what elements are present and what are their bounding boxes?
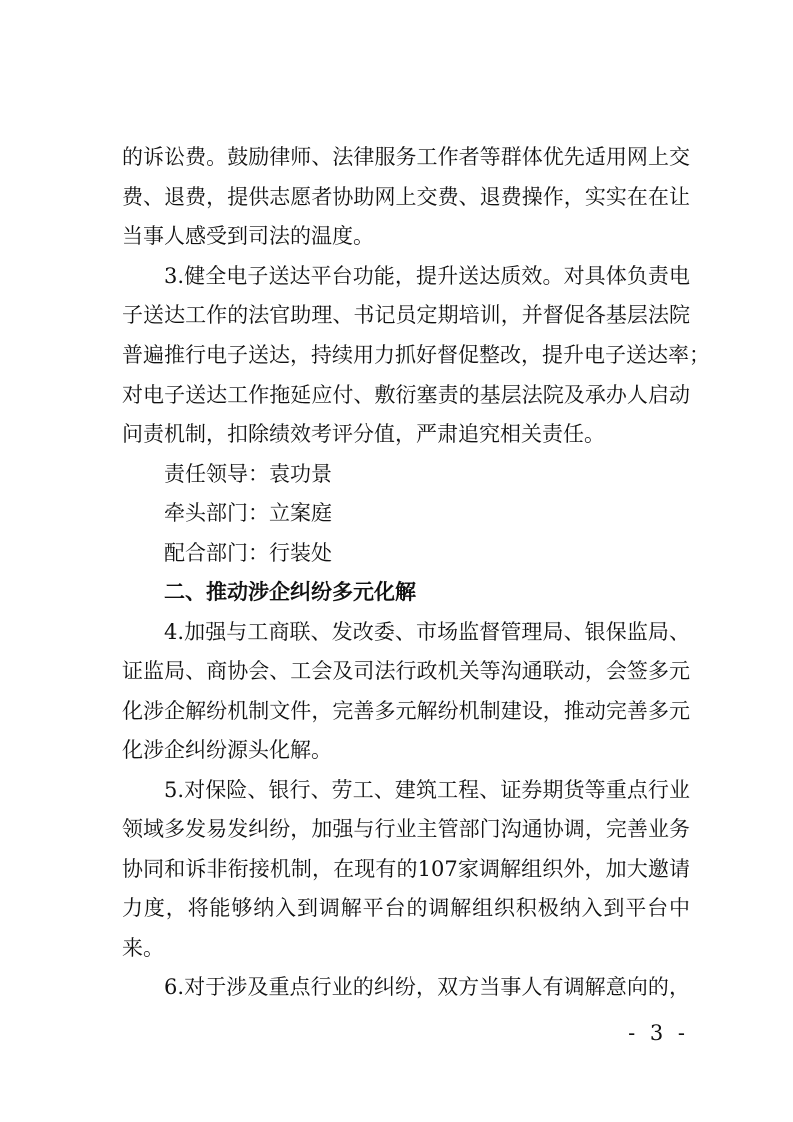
- text-line-2: 费、退费，提供志愿者协助网上交费、退费操作，实实在在让: [122, 185, 690, 209]
- text-line-17: 5.对保险、银行、劳工、建筑工程、证券期货等重点行业: [164, 778, 690, 802]
- lead-department: 牵头部门：立案庭: [164, 501, 332, 525]
- text-line-6: 普遍推行电子送达，持续用力抓好督促整改，提升电子送达率；: [122, 343, 710, 367]
- text-line-3: 当事人感受到司法的温度。: [122, 224, 374, 248]
- text-line-7: 对电子送达工作拖延应付、敷衍塞责的基层法院及承办人启动: [122, 383, 690, 407]
- responsible-leader: 责任领导：袁功景: [164, 462, 332, 486]
- text-line-4: 3.健全电子送达平台功能，提升送达质效。对具体负责电: [164, 264, 690, 288]
- text-line-1: 的诉讼费。鼓励律师、法律服务工作者等群体优先适用网上交: [122, 145, 690, 169]
- text-line-16: 化涉企纠纷源头化解。: [122, 738, 332, 762]
- section-heading: 二、推动涉企纠纷多元化解: [164, 580, 416, 604]
- text-line-5: 子送达工作的法官助理、书记员定期培训，并督促各基层法院: [122, 303, 690, 327]
- text-line-18: 领域多发易发纠纷，加强与行业主管部门沟通协调，完善业务: [122, 817, 690, 841]
- text-line-8: 问责机制，扣除绩效考评分值，严肃追究相关责任。: [122, 422, 605, 446]
- text-line-21: 来。: [122, 936, 164, 960]
- text-line-14: 证监局、商协会、工会及司法行政机关等沟通联动，会签多元: [122, 659, 690, 683]
- page-number: - 3 -: [628, 1021, 689, 1045]
- text-line-19: 协同和诉非衔接机制，在现有的107家调解组织外，加大邀请: [122, 857, 690, 881]
- text-line-22: 6.对于涉及重点行业的纠纷，双方当事人有调解意向的，: [164, 975, 690, 999]
- text-line-15: 化涉企解纷机制文件，完善多元解纷机制建设，推动完善多元: [122, 699, 690, 723]
- text-line-13: 4.加强与工商联、发改委、市场监督管理局、银保监局、: [164, 620, 690, 644]
- text-line-20: 力度，将能够纳入到调解平台的调解组织积极纳入到平台中: [122, 896, 690, 920]
- cooperating-department: 配合部门：行装处: [164, 541, 332, 565]
